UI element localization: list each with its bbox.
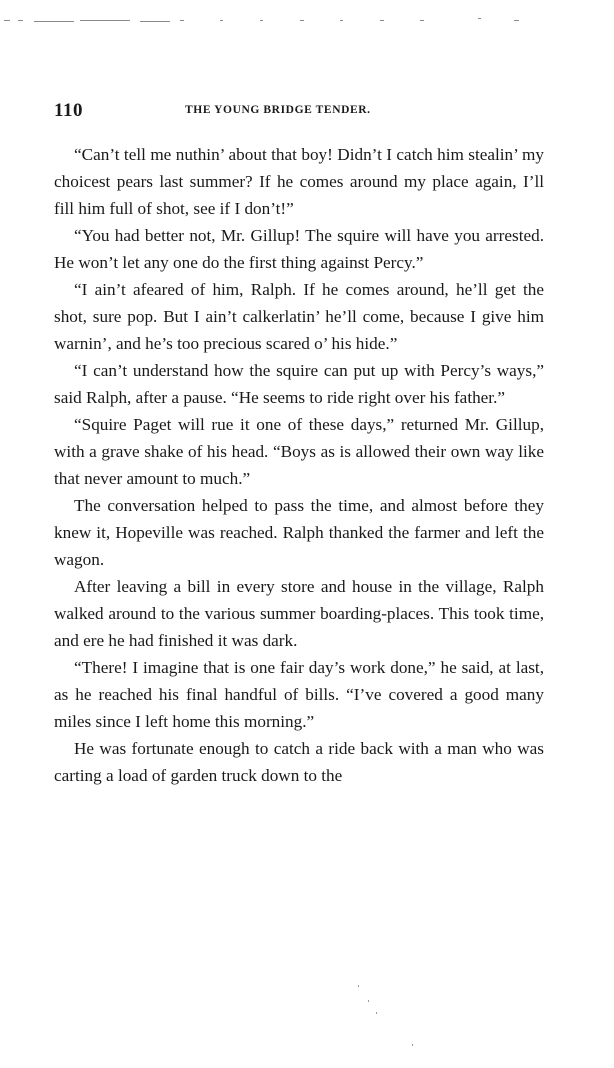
scan-artifact-marks	[0, 20, 520, 26]
paragraph-1: “Can’t tell me nuthin’ about that boy! Didn’t I catch him stealin’ my choicest pears last summer? If he comes around my place again, I’ll fill him full of shot, see if I don’t!”	[54, 145, 544, 218]
page-number: 110	[54, 100, 83, 121]
body-text	[54, 141, 544, 789]
paragraph-7: After leaving a bill in every store and house in the village, Ralph walked around to the various summer boarding-places. This took time, and ere he had finished it was dark.	[54, 577, 544, 650]
paragraph-3: “I ain’t afeared of him, Ralph. If he comes around, he’ll get the shot, sure pop. But I ain’t calkerlatin’ he’ll come, because I give him warnin’, and he’s too precious scared o’ his hide.”	[54, 280, 544, 353]
paragraph-6: The conversation helped to pass the time, and almost before they knew it, Hopeville was reached. Ralph thanked the farmer and left the wagon.	[54, 496, 544, 569]
running-header	[54, 100, 544, 124]
paragraph-2: “You had better not, Mr. Gillup! The squire will have you arrested. He won’t let any one do the first thing against Percy.”	[54, 226, 544, 272]
paragraph-9: He was fortunate enough to catch a ride back with a man who was carting a load of garden truck down to the	[54, 739, 544, 785]
running-title: THE YOUNG BRIDGE TENDER.	[185, 104, 371, 116]
paragraph-4: “I can’t understand how the squire can put up with Percy’s ways,” said Ralph, after a pause. “He seems to ride right over his father.”	[54, 361, 544, 407]
paragraph-8: “There! I imagine that is one fair day’s work done,” he said, at last, as he reached his final handful of bills. “I’ve covered a good many miles since I left home this morning.”	[54, 658, 544, 731]
paragraph-5: “Squire Paget will rue it one of these days,” returned Mr. Gillup, with a grave shake of his head. “Boys as is allowed their own way like that never amount to much.”	[54, 415, 544, 488]
